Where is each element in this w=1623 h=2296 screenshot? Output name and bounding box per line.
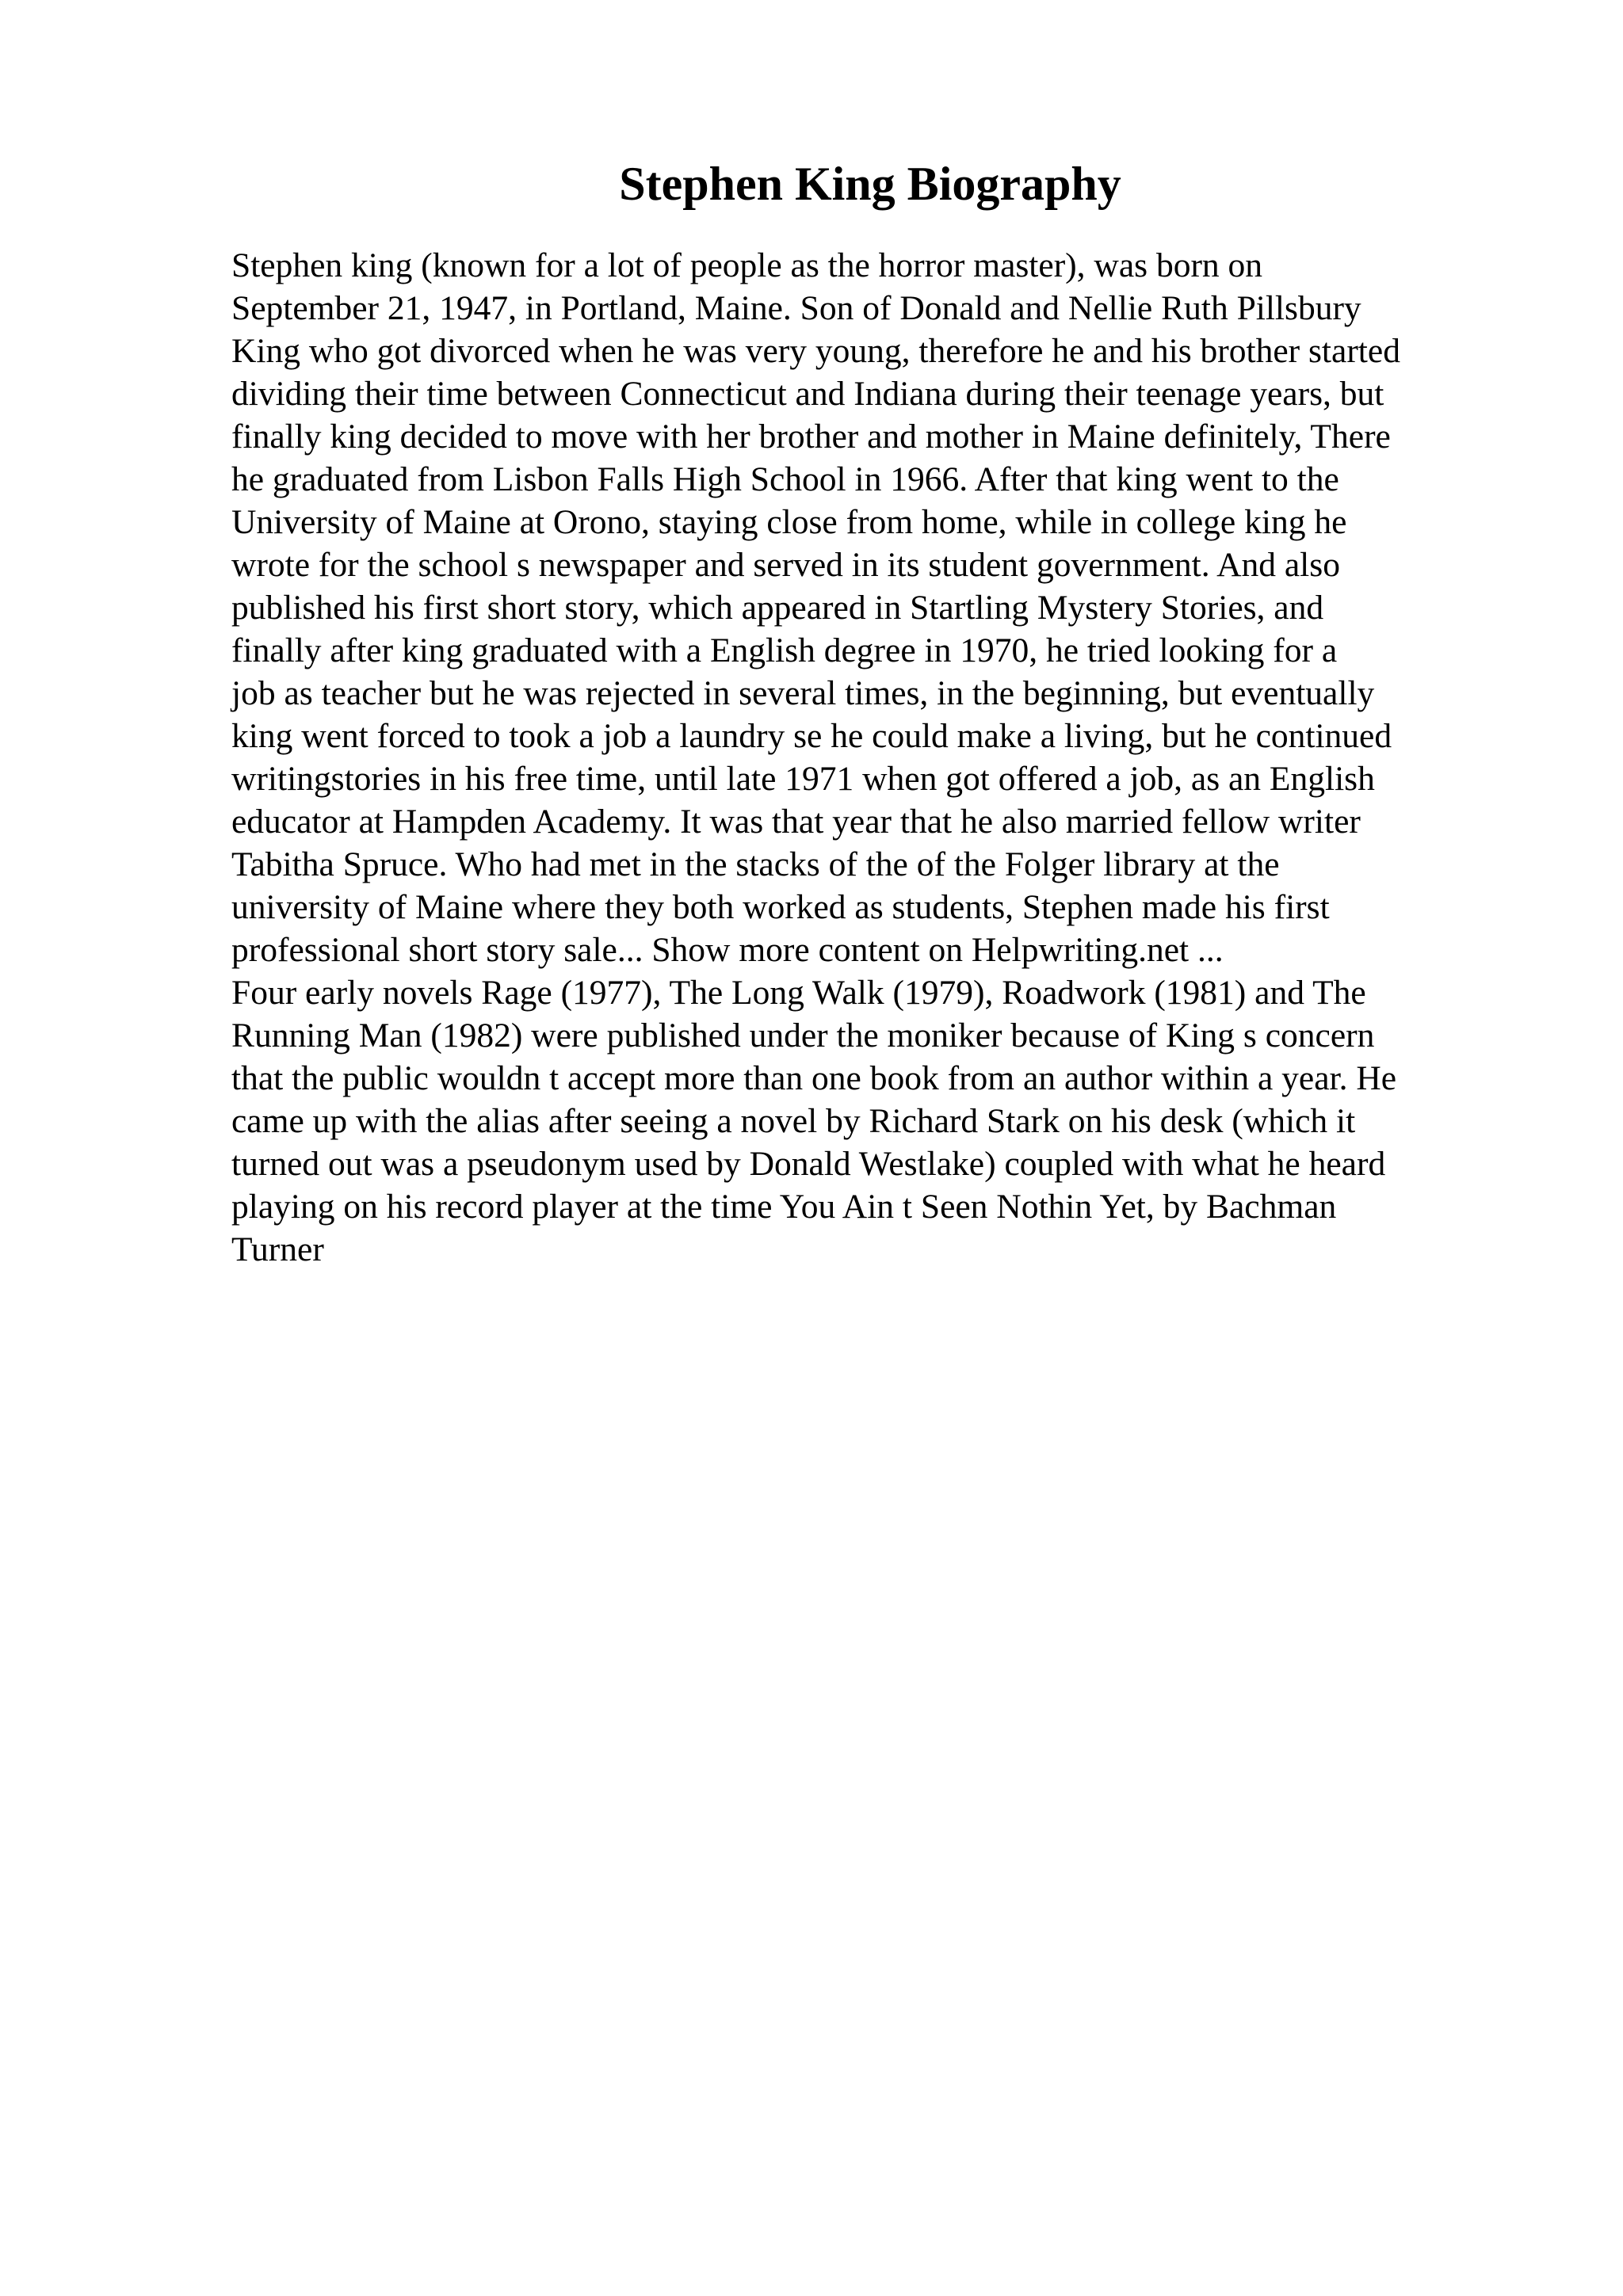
text-line: writingstories in his free time, until late 1971 when got offered a job, as an English — [231, 760, 1375, 798]
text-line: turned out was a pseudonym used by Donald Westlake) coupled with what he heard — [231, 1145, 1386, 1183]
text-line: dividing their time between Connecticut and Indiana during their teenage years, but — [231, 375, 1384, 413]
text-line: finally after king graduated with a English degree in 1970, he tried looking for a — [231, 631, 1338, 669]
text-line: published his first short story, which appeared in Startling Mystery Stories, and — [231, 589, 1324, 627]
text-line: playing on his record player at the time You Ain t Seen Nothin Yet, by Bachman — [231, 1188, 1337, 1226]
text-line: educator at Hampden Academy. It was that year that he also married fellow writer — [231, 803, 1361, 841]
text-line: job as teacher but he was rejected in several times, in the beginning, but eventually — [231, 674, 1375, 712]
text-line: Four early novels Rage (1977), The Long Walk (1979), Roadwork (1981) and The — [231, 974, 1366, 1012]
page-title: Stephen King Biography — [619, 158, 1121, 210]
text-line: finally king decided to move with her brother and mother in Maine definitely, There — [231, 418, 1391, 456]
text-line: he graduated from Lisbon Falls High School in 1966. After that king went to the — [231, 460, 1339, 498]
text-line: Stephen king (known for a lot of people as the horror master), was born on — [231, 246, 1263, 284]
text-line: King who got divorced when he was very young, therefore he and his brother started — [231, 332, 1400, 370]
text-line: university of Maine where they both worked as students, Stephen made his first — [231, 888, 1330, 926]
document-body — [231, 244, 1499, 1271]
text-line: came up with the alias after seeing a novel by Richard Stark on his desk (which it — [231, 1102, 1356, 1140]
text-line: University of Maine at Orono, staying close from home, while in college king he — [231, 503, 1347, 541]
text-line: professional short story sale... Show more content on Helpwriting.net ... — [231, 931, 1224, 969]
text-line: Running Man (1982) were published under the moniker because of King s concern — [231, 1016, 1375, 1055]
text-line: wrote for the school s newspaper and served in its student government. And also — [231, 546, 1340, 584]
text-line: Tabitha Spruce. Who had met in the stacks of the of the Folger library at the — [231, 845, 1280, 883]
text-line: king went forced to took a job a laundry se he could make a living, but he continued — [231, 717, 1392, 755]
text-line: September 21, 1947, in Portland, Maine. Son of Donald and Nellie Ruth Pillsbury — [231, 289, 1361, 327]
text-line: Turner — [231, 1230, 324, 1268]
text-line: that the public wouldn t accept more than one book from an author within a year. He — [231, 1059, 1397, 1097]
